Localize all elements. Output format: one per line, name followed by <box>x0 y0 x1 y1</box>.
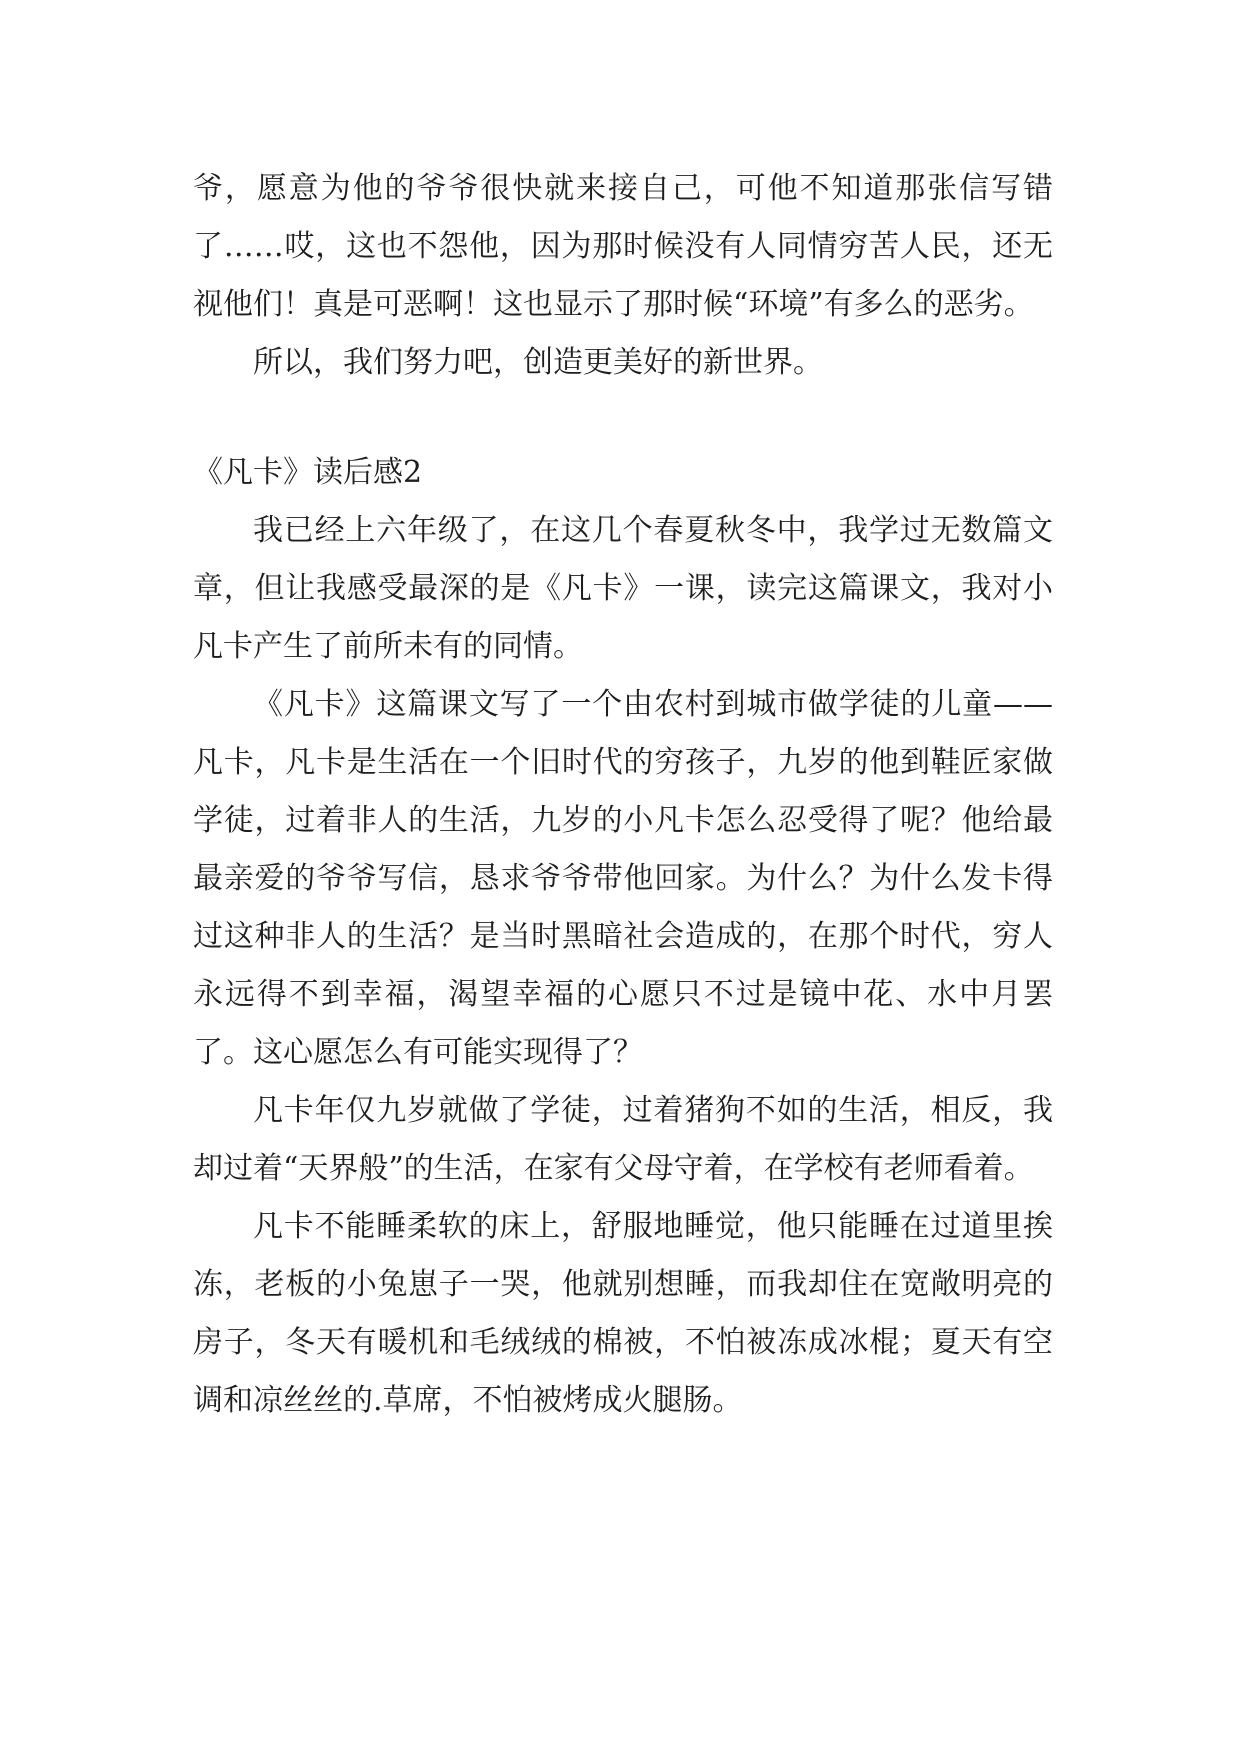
paragraph-1: 我已经上六年级了，在这几个春夏秋冬中，我学过无数篇文章，但让我感受最深的是《凡卡》一课，读完这篇课文，我对小凡卡产生了前所未有的同情。 <box>193 513 1053 664</box>
paragraph-4: 凡卡不能睡柔软的床上，舒服地睡觉，他只能睡在过道里挨冻，老板的小兔崽子一哭，他就别想睡，而我却住在宽敞明亮的房子，冬天有暖机和毛绒绒的棉被，不怕被冻成冰棍；夏天有空调和凉丝丝的.草席，不怕被烤成火腿肠。 <box>193 1209 1053 1418</box>
paragraph-2: 《凡卡》这篇课文写了一个由农村到城市做学徒的儿童——凡卡，凡卡是生活在一个旧时代的穷孩子，九岁的他到鞋匠家做学徒，过着非人的生活，九岁的小凡卡怎么忍受得了呢？他给最最亲爱的爷爷写信，恳求爷爷带他回家。为什么？为什么发卡得过这种非人的生活？是当时黑暗社会造成的，在那个时代，穷人永远得不到幸福，渴望幸福的心愿只不过是镜中花、水中月罢了。这心愿怎么有可能实现得了？ <box>193 687 1053 1070</box>
section-spacer <box>193 392 1053 444</box>
document-body <box>193 160 1053 1430</box>
section-title: 《凡卡》读后感2 <box>193 455 423 490</box>
paragraph-3: 凡卡年仅九岁就做了学徒，过着猪狗不如的生活，相反，我却过着“天界般”的生活，在家有父母守着，在学校有老师看着。 <box>193 1093 1053 1186</box>
paragraph-closing: 所以，我们努力吧，创造更美好的新世界。 <box>253 345 823 380</box>
paragraph-continuation: 爷，愿意为他的爷爷很快就来接自己，可他不知道那张信写错了……哎，这也不怨他，因为那时候没有人同情穷苦人民，还无视他们！真是可恶啊！这也显示了那时候“环境”有多么的恶劣。 <box>193 171 1053 322</box>
